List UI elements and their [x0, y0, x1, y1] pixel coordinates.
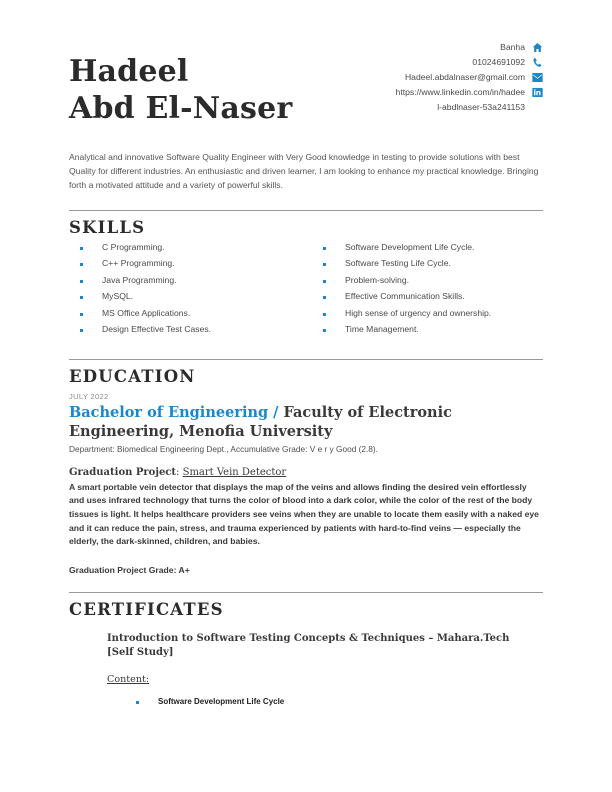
- bullet-icon: [80, 263, 83, 266]
- contact-linkedin-text-line2: l-abdlnaser-53a241153: [437, 102, 525, 113]
- graduation-project-heading: [69, 467, 543, 478]
- bullet-icon: [323, 247, 326, 250]
- contact-linkedin: [328, 85, 543, 100]
- list-item: [312, 325, 543, 342]
- certificate-entry: [69, 632, 543, 706]
- resume-header: [69, 0, 543, 127]
- skill-label: C Programming.: [102, 241, 165, 252]
- contact-phone: [328, 55, 543, 70]
- skill-label: Effective Communication Skills.: [345, 291, 465, 302]
- degree-accent-text: Bachelor of Engineering /: [69, 403, 279, 421]
- list-item: [69, 243, 300, 260]
- contact-phone-text: 01024691092: [472, 57, 525, 68]
- project-name: Smart Vein Detector: [182, 466, 287, 478]
- certificate-content-label: Content:: [107, 673, 150, 685]
- list-item: [69, 325, 300, 342]
- certificate-title: Introduction to Software Testing Concepts & Techniques – Mahara.Tech [Self Study]: [107, 632, 510, 659]
- bullet-icon: [323, 329, 326, 332]
- contact-linkedin-text: https://www.linkedin.com/in/hadee: [395, 87, 525, 98]
- contact-info: [328, 36, 543, 115]
- name-line-last: Abd El-Naser: [69, 90, 293, 126]
- education-degree: [69, 403, 543, 441]
- education-department: Department: Biomedical Engineering Dept., Accumulative Grade: V e r y Good (2.8).: [69, 444, 378, 455]
- list-item: [312, 243, 543, 260]
- skill-label: Software Testing Life Cycle.: [345, 258, 451, 269]
- email-icon: [532, 72, 543, 83]
- skill-label: Problem-solving.: [345, 274, 409, 285]
- list-item: [69, 259, 300, 276]
- bullet-icon: [323, 280, 326, 283]
- project-separator: :: [176, 466, 183, 478]
- section-divider-certificates: [69, 592, 543, 593]
- bullet-icon: [323, 296, 326, 299]
- bullet-icon: [323, 313, 326, 316]
- bullet-icon: [136, 701, 139, 704]
- contact-email: [328, 70, 543, 85]
- list-item: [312, 276, 543, 293]
- skill-label: MySQL.: [102, 291, 134, 302]
- list-item: [107, 697, 543, 706]
- skill-label: MS Office Applications.: [102, 307, 191, 318]
- linkedin-spacer-icon: [532, 102, 543, 113]
- list-item: [312, 259, 543, 276]
- skills-column-left: [69, 243, 300, 342]
- skill-label: C++ Programming.: [102, 258, 175, 269]
- certificate-topic-label: Software Development Life Cycle: [158, 696, 285, 706]
- certificates-heading: CERTIFICATES: [69, 599, 224, 619]
- phone-icon: [532, 57, 543, 68]
- degree-rest-text: Faculty of Electronic Engineering, Menofia University: [69, 403, 452, 441]
- contact-location-text: Banha: [500, 42, 525, 53]
- project-label: Graduation Project: [69, 466, 177, 478]
- skill-label: High sense of urgency and ownership.: [345, 307, 492, 318]
- contact-location: [328, 40, 543, 55]
- skill-label: Time Management.: [345, 324, 419, 335]
- section-divider-skills: [69, 210, 543, 211]
- skill-label: Software Development Life Cycle.: [345, 241, 475, 252]
- candidate-name: [69, 36, 292, 127]
- bullet-icon: [80, 247, 83, 250]
- professional-summary: Analytical and innovative Software Quality Engineer with Very Good knowledge in testing to provide solutions with best Quality for different industries. An enthusiastic and driven learner, I am looking to enhance my practical knowledge. Bringing forth a motivated attitude and a variety of powerful skills.: [69, 152, 539, 191]
- education-date: JULY 2022: [69, 391, 109, 401]
- skill-label: Design Effective Test Cases.: [102, 324, 212, 335]
- skills-heading: SKILLS: [69, 217, 146, 237]
- graduation-project-description: A smart portable vein detector that displays the map of the veins and allows finding the desired vein effortlessly and uses infrared technology that turns the color of blood into a dark color, while the color of the rest of the body tissues is light. It helps healthcare providers see veins when they are unable to locate them easily with a naked eye and it can reduce the pain, stress, and trauma experienced by patients with hard-to-find veins — especially the elderly, the dark-skinned, children, and babies.: [69, 481, 539, 547]
- skills-columns: [69, 243, 543, 342]
- skills-section: [69, 210, 543, 342]
- list-item: [312, 292, 543, 309]
- list-item: [69, 309, 300, 326]
- skills-column-right: [300, 243, 543, 342]
- skill-label: Java Programming.: [102, 274, 177, 285]
- list-item: [312, 309, 543, 326]
- education-heading: EDUCATION: [69, 366, 196, 386]
- section-divider-education: [69, 359, 543, 360]
- name-line-first: Hadeel: [69, 54, 189, 89]
- bullet-icon: [80, 313, 83, 316]
- bullet-icon: [80, 329, 83, 332]
- list-item: [69, 276, 300, 293]
- bullet-icon: [323, 263, 326, 266]
- education-section: [69, 359, 543, 575]
- graduation-project-grade: Graduation Project Grade: A+: [69, 564, 190, 575]
- home-icon: [532, 42, 543, 53]
- bullet-icon: [80, 296, 83, 299]
- contact-linkedin-wrap: [328, 100, 543, 115]
- list-item: [69, 292, 300, 309]
- certificates-section: [69, 592, 543, 706]
- contact-email-text: Hadeel.abdalnaser@gmail.com: [404, 72, 525, 83]
- bullet-icon: [80, 280, 83, 283]
- linkedin-icon: [532, 87, 543, 98]
